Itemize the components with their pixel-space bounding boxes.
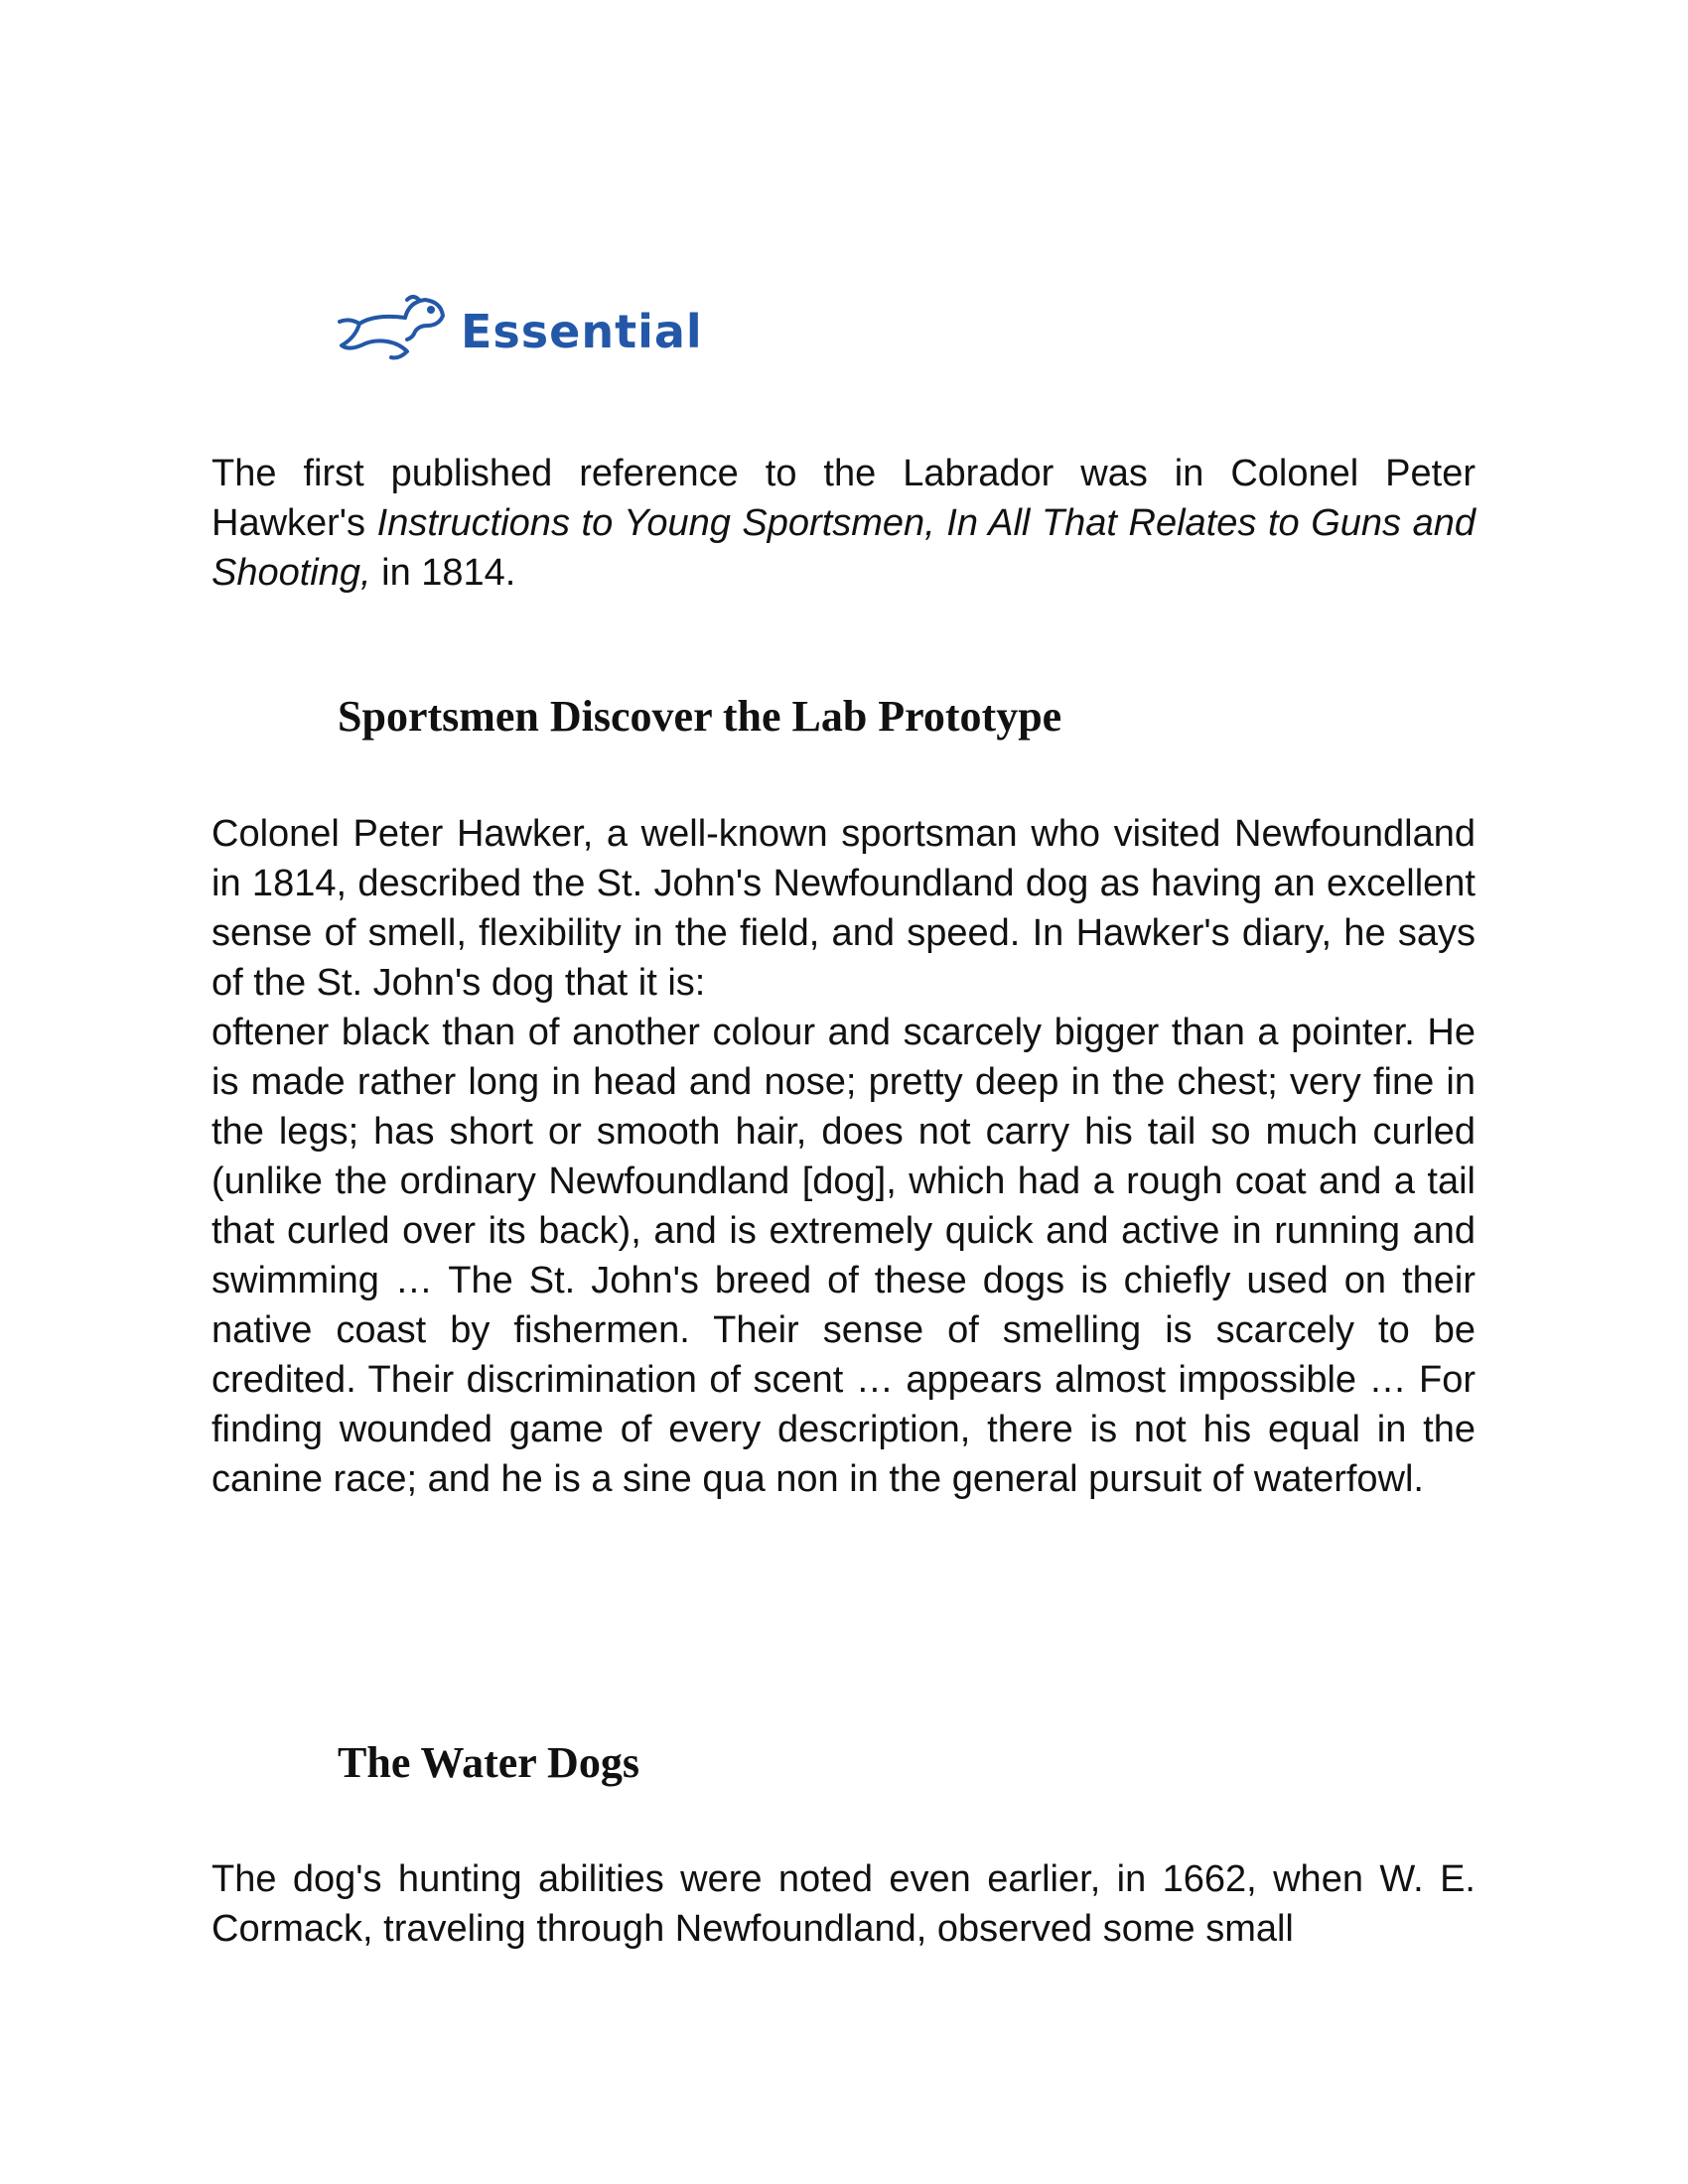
running-dog-icon [336,292,453,371]
intro-tail: in 1814. [370,552,516,594]
logo-wordmark: Essential [461,305,703,358]
intro-paragraph [211,449,1476,598]
hawker-quote: oftener black than of another colour and scarcely bigger than a pointer. He is made rather long in head and nose; pretty deep in the chest; very fine in the legs; has short or smooth hair, does not carry his tail so much curled (unlike the ordinary Newfoundland [dog], which had a rough coat and a tail that curled over its back), and is extremely quick and active in running and swimming … The St. John's breed of these dogs is chiefly used on their native coast by fishermen. Their sense of smelling is scarcely to be credited. Their discrimination of scent … appears almost impossible … For finding wounded game of every description, there is not his equal in the canine race; and he is a sine qua non in the general pursuit of waterfowl. [211,1012,1476,1500]
section-heading-water-dogs: The Water Dogs [338,1738,639,1787]
section-heading-lab-prototype: Sportsmen Discover the Lab Prototype [338,692,1062,741]
hawker-paragraph: Colonel Peter Hawker, a well-known sportsman who visited Newfoundland in 1814, described the St. John's Newfoundland dog as having an excellent sense of smell, flexibility in the field, and speed. In Hawker's diary, he says of the St. John's dog that it is: [211,813,1476,1004]
intro-lead: The first published reference to the Labrador was in Colonel Peter Hawker's [211,453,1476,544]
book-title: Instructions to Young Sportsmen, In All That Relates to Guns and Shooting, [211,502,1476,594]
water-dogs-paragraph: The dog's hunting abilities were noted even earlier, in 1662, when W. E. Cormack, traveling through Newfoundland, observed some small [211,1858,1476,1950]
essential-logo [336,286,703,377]
